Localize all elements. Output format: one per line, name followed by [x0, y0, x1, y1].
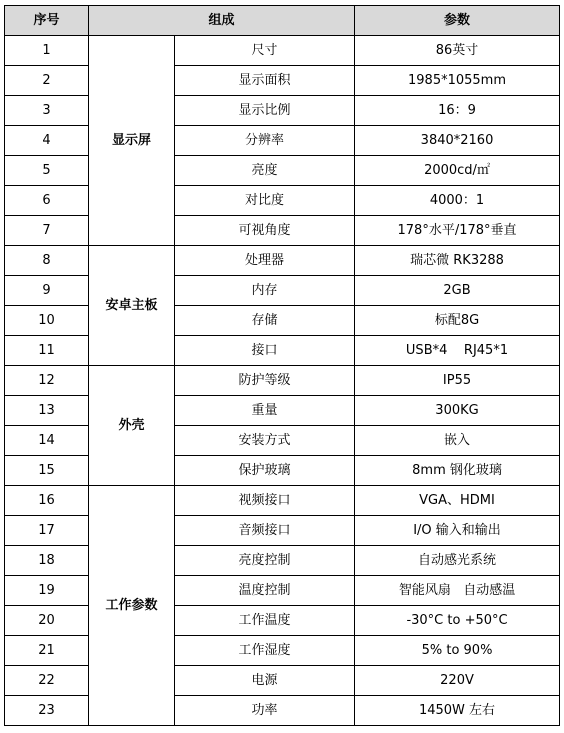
- row-seq: 21: [5, 636, 89, 666]
- row-seq: 9: [5, 276, 89, 306]
- row-value: 220V: [355, 666, 560, 696]
- row-item: 尺寸: [175, 36, 355, 66]
- row-item: 显示比例: [175, 96, 355, 126]
- spec-table: [4, 5, 560, 726]
- group-name: 外壳: [89, 366, 175, 486]
- row-value: 1985*1055mm: [355, 66, 560, 96]
- row-value: 嵌入: [355, 426, 560, 456]
- table-row: [5, 156, 560, 186]
- table-row: [5, 696, 560, 726]
- row-value: 3840*2160: [355, 126, 560, 156]
- row-value: 4000：1: [355, 186, 560, 216]
- row-seq: 15: [5, 456, 89, 486]
- row-item: 分辨率: [175, 126, 355, 156]
- row-item: 亮度: [175, 156, 355, 186]
- row-item: 安装方式: [175, 426, 355, 456]
- group-name: 显示屏: [89, 36, 175, 246]
- row-seq: 7: [5, 216, 89, 246]
- row-seq: 14: [5, 426, 89, 456]
- row-seq: 5: [5, 156, 89, 186]
- row-seq: 8: [5, 246, 89, 276]
- row-seq: 17: [5, 516, 89, 546]
- header-param: 参数: [355, 6, 560, 36]
- row-value: 16：9: [355, 96, 560, 126]
- spec-body: [5, 36, 560, 726]
- table-row: [5, 216, 560, 246]
- row-seq: 23: [5, 696, 89, 726]
- row-value: 300KG: [355, 396, 560, 426]
- table-row: [5, 486, 560, 516]
- row-value: 1450W 左右: [355, 696, 560, 726]
- table-row: [5, 276, 560, 306]
- header-row: [5, 6, 560, 36]
- row-item: 工作温度: [175, 606, 355, 636]
- row-value: IP55: [355, 366, 560, 396]
- table-row: [5, 96, 560, 126]
- row-item: 工作湿度: [175, 636, 355, 666]
- row-seq: 19: [5, 576, 89, 606]
- row-seq: 13: [5, 396, 89, 426]
- row-value: 2000cd/㎡: [355, 156, 560, 186]
- row-value: 86英寸: [355, 36, 560, 66]
- row-item: 显示面积: [175, 66, 355, 96]
- table-row: [5, 66, 560, 96]
- table-row: [5, 36, 560, 66]
- row-item: 电源: [175, 666, 355, 696]
- row-seq: 20: [5, 606, 89, 636]
- row-value: 自动感光系统: [355, 546, 560, 576]
- header-component: 组成: [89, 6, 355, 36]
- row-value: USB*4 RJ45*1: [355, 336, 560, 366]
- row-seq: 11: [5, 336, 89, 366]
- row-item: 存储: [175, 306, 355, 336]
- table-row: [5, 576, 560, 606]
- group-name: 工作参数: [89, 486, 175, 726]
- header-seq: 序号: [5, 6, 89, 36]
- row-value: 2GB: [355, 276, 560, 306]
- row-item: 温度控制: [175, 576, 355, 606]
- table-row: [5, 246, 560, 276]
- row-value: VGA、HDMI: [355, 486, 560, 516]
- table-row: [5, 516, 560, 546]
- row-seq: 6: [5, 186, 89, 216]
- table-row: [5, 456, 560, 486]
- row-value: 5% to 90%: [355, 636, 560, 666]
- row-value: I/O 输入和输出: [355, 516, 560, 546]
- table-row: [5, 426, 560, 456]
- row-item: 音频接口: [175, 516, 355, 546]
- row-item: 亮度控制: [175, 546, 355, 576]
- row-item: 对比度: [175, 186, 355, 216]
- row-item: 视频接口: [175, 486, 355, 516]
- table-row: [5, 606, 560, 636]
- row-value: 8mm 钢化玻璃: [355, 456, 560, 486]
- row-value: 瑞芯微 RK3288: [355, 246, 560, 276]
- row-item: 保护玻璃: [175, 456, 355, 486]
- row-item: 防护等级: [175, 366, 355, 396]
- row-seq: 1: [5, 36, 89, 66]
- row-value: 标配8G: [355, 306, 560, 336]
- row-item: 接口: [175, 336, 355, 366]
- row-value: 智能风扇 自动感温: [355, 576, 560, 606]
- table-row: [5, 366, 560, 396]
- table-row: [5, 306, 560, 336]
- table-row: [5, 396, 560, 426]
- row-seq: 2: [5, 66, 89, 96]
- table-row: [5, 636, 560, 666]
- row-item: 功率: [175, 696, 355, 726]
- row-seq: 22: [5, 666, 89, 696]
- table-row: [5, 666, 560, 696]
- row-seq: 18: [5, 546, 89, 576]
- row-seq: 10: [5, 306, 89, 336]
- row-seq: 4: [5, 126, 89, 156]
- table-row: [5, 126, 560, 156]
- row-seq: 12: [5, 366, 89, 396]
- row-item: 处理器: [175, 246, 355, 276]
- group-name: 安卓主板: [89, 246, 175, 366]
- table-row: [5, 186, 560, 216]
- row-value: -30°C to +50°C: [355, 606, 560, 636]
- row-value: 178°水平/178°垂直: [355, 216, 560, 246]
- table-row: [5, 546, 560, 576]
- row-seq: 16: [5, 486, 89, 516]
- row-item: 重量: [175, 396, 355, 426]
- row-seq: 3: [5, 96, 89, 126]
- table-row: [5, 336, 560, 366]
- row-item: 可视角度: [175, 216, 355, 246]
- row-item: 内存: [175, 276, 355, 306]
